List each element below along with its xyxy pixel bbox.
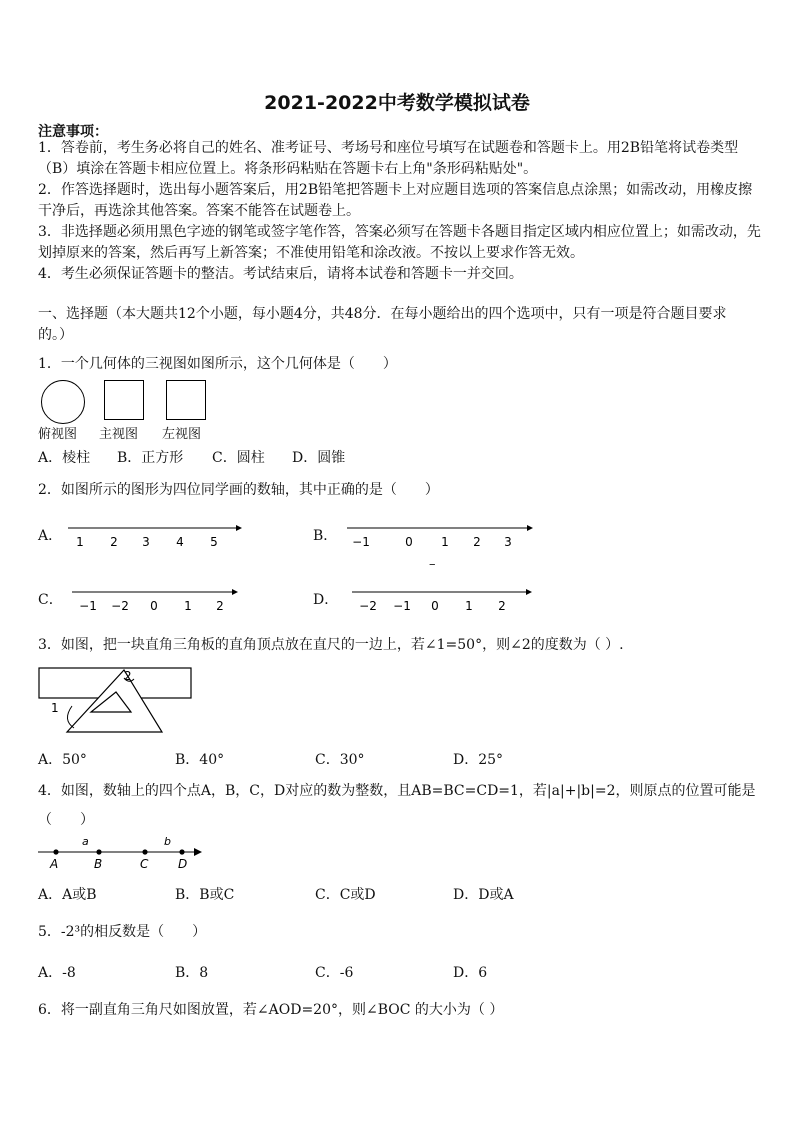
tick-label: −1 [352,535,370,549]
point-b [96,849,101,854]
question-2-stem: 2．如图所示的图形为四位同学画的数轴，其中正确的是（ ） [38,482,439,498]
tick-label: 4 [176,535,184,549]
tick-label: 1 [76,535,84,549]
notes-heading: 注意事项： [38,124,108,140]
angle-label-2: 2 [124,669,132,683]
question-1-stem: 1．一个几何体的三视图如图所示，这个几何体是（ ） [38,356,397,372]
tick-label: 2 [498,599,506,613]
q4-option-d: D．D或A [453,887,514,903]
notes-line: 2．作答选择题时，选出每小题答案后，用2B铅笔把答题卡上对应题目选项的答案信息点涂黑；如需改动，用橡皮擦 [38,182,753,198]
q1-option-a: A．棱柱 [38,450,91,466]
notes-line: 3．非选择题必须用黑色字迹的钢笔或签字笔作答，答案必须写在答题卡各题目指定区域内相应位置上；如需改动，先 [38,224,761,240]
tick-label: 2 [216,599,224,613]
notes-line: 划掉原来的答案，然后再写上新答案；不准使用铅笔和涂改液。不按以上要求作答无效。 [38,245,584,261]
number-line-c [70,582,240,618]
question-4-stem-cont: （ ） [38,812,94,828]
tick-label: −1 [79,599,97,613]
point-label-d: D [178,857,188,871]
q3-option-b: B．40° [175,752,225,768]
q4-option-c: C．C或D [315,887,376,903]
page-title: 2021-2022中考数学模拟试卷 [264,92,530,114]
section-heading: 一、选择题（本大题共12个小题，每小题4分，共48分．在每小题给出的四个选项中，只有一项是符合题目要求 [38,306,727,322]
point-d [179,849,184,854]
front-view-square [104,380,144,420]
point-c [142,849,147,854]
q5-option-d: D．6 [453,965,488,981]
point-label-b: B [94,857,103,871]
question-4-stem: 4．如图，数轴上的四个点A，B，C，D对应的数为整数，且AB=BC=CD=1，若|a|+|b|=2，则原点的位置可能是 [38,783,756,799]
q2-label-d: D． [313,592,339,608]
q1-option-b: B．正方形 [117,450,184,466]
tick-label: 1 [465,599,473,613]
q5-option-b: B．8 [175,965,209,981]
var-b: b [164,835,171,848]
tick-label: −2 [359,599,377,613]
tick-label: 2 [473,535,481,549]
q1-option-c: C．圆柱 [212,450,265,466]
point-label-a: A [50,857,59,871]
number-line-d [350,582,534,618]
question-5-stem: 5．-2³的相反数是（ ） [38,924,207,940]
number-line-a [66,518,242,554]
tick-label: 1 [441,535,449,549]
question-3-stem: 3．如图，把一块直角三角板的直角顶点放在直尺的一边上，若∠1=50°，则∠2的度数为（ ）. [38,637,624,653]
tick-label: 0 [405,535,413,549]
tick-label: −2 [111,599,129,613]
q4-option-b: B．B或C [175,887,235,903]
q5-option-a: A．-8 [38,965,76,981]
view-label-top: 俯视图 [38,427,78,442]
point-label-c: C [140,857,149,871]
q1-option-d: D．圆锥 [292,450,346,466]
view-label-front: 主视图 [99,427,139,442]
tick-label: 2 [110,535,118,549]
q2-label-c: C． [38,592,63,608]
notes-line: 1．答卷前，考生务必将自己的姓名、准考证号、考场号和座位号填写在试题卷和答题卡上。用2B铅笔将试卷类型 [38,140,739,156]
q5-option-c: C．-6 [315,965,354,981]
notes-line: 干净后，再选涂其他答案。答案不能答在试题卷上。 [38,203,360,219]
number-line-points [36,834,206,874]
top-view-circle [41,380,85,424]
angle-label-1: 1 [51,701,59,715]
side-view-square [166,380,206,420]
notes-line: 4．考生必须保证答题卡的整洁。考试结束后，请将本试卷和答题卡一并交回。 [38,266,523,282]
triangle-outer [67,670,162,732]
point-a [53,849,58,854]
tick-label: 0 [150,599,158,613]
ruler-triangle-figure [36,662,196,736]
notes-line: （B）填涂在答题卡相应位置上。将条形码粘贴在答题卡右上角"条形码粘贴处"。 [38,161,538,177]
stray-mark: – [429,557,436,572]
tick-label: 5 [210,535,218,549]
tick-label: 0 [431,599,439,613]
tick-label: 3 [504,535,512,549]
q3-option-a: A．50° [38,752,87,768]
q2-label-b: B． [313,528,338,544]
q2-label-a: A． [38,528,63,544]
view-label-side: 左视图 [162,427,202,442]
section-heading-cont: 的。） [38,327,73,343]
q3-option-c: C．30° [315,752,365,768]
var-a: a [82,835,89,848]
question-6-stem: 6．将一副直角三角尺如图放置，若∠AOD=20°，则∠BOC 的大小为（ ） [38,1002,504,1018]
number-line-b [345,518,535,554]
tick-label: 1 [184,599,192,613]
q3-option-d: D．25° [453,752,504,768]
tick-label: −1 [393,599,411,613]
tick-label: 3 [142,535,150,549]
q4-option-a: A．A或B [38,887,97,903]
